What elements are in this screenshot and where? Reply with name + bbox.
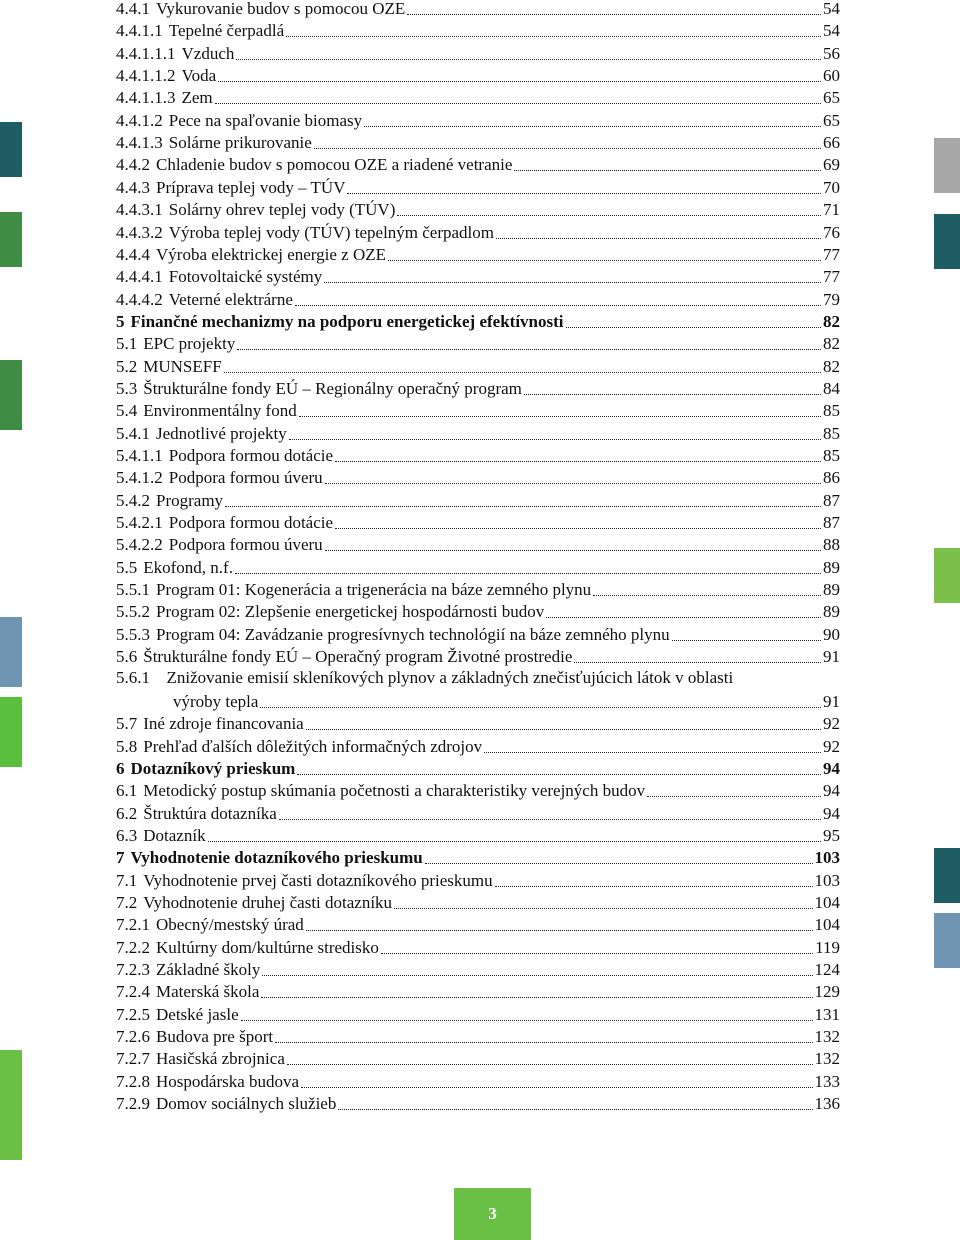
toc-entry-number: 5.4.2 [116, 490, 150, 510]
toc-leader-dots [593, 594, 821, 596]
side-bar-right-green-1 [934, 548, 960, 603]
toc-entry-page: 60 [823, 66, 840, 86]
toc-entry-number: 5.1 [116, 334, 138, 354]
toc-entry[interactable] [116, 779, 840, 801]
toc-entry-title: Podpora formou úveru [168, 468, 323, 488]
toc-entry[interactable] [116, 466, 840, 488]
toc-entry[interactable] [116, 556, 840, 578]
toc-entry-number: 4.4.2 [116, 155, 150, 175]
toc-entry-title: Hasičská zbrojnica [156, 1049, 285, 1069]
toc-leader-dots [381, 952, 813, 954]
toc-entry-page: 82 [823, 356, 840, 376]
toc-entry-page: 104 [814, 915, 840, 935]
toc-entry-number: 7.2.6 [116, 1027, 150, 1047]
toc-entry-number: 5.4 [116, 401, 138, 421]
toc-entry[interactable] [116, 422, 840, 444]
toc-entry-page: 90 [823, 624, 840, 644]
toc-entry-title: Výroba elektrickej energie z OZE [156, 244, 387, 264]
toc-entry-page: 89 [823, 557, 840, 577]
toc-entry[interactable] [116, 645, 840, 667]
toc-entry-number: 5.6.1 [116, 667, 150, 687]
toc-entry-number: 7.2 [116, 893, 138, 912]
toc-entry-title: Dotazníkový prieskum [130, 758, 296, 778]
toc-entry-page: 70 [823, 177, 840, 197]
side-bar-left-green-1 [0, 212, 22, 267]
toc-entry-title-continued: výroby tepla [173, 691, 259, 711]
toc-entry-title: Program 04: Zavádzanie progresívnych technológií na báze zemného plynu [156, 624, 670, 644]
toc-entry-number: 7.2.4 [116, 982, 150, 1002]
toc-entry[interactable] [116, 489, 840, 511]
toc-leader-dots [301, 1086, 812, 1088]
toc-entry[interactable] [116, 310, 840, 332]
toc-leader-dots [496, 237, 821, 239]
toc-entry-number: 4.4.3.2 [116, 222, 163, 242]
toc-entry-number: 4.4.1.1.1 [116, 43, 176, 63]
toc-entry-page: 91 [823, 691, 840, 711]
side-bar-right-teal-1 [934, 214, 960, 269]
toc-entry[interactable] [116, 578, 840, 600]
toc-leader-dots [225, 505, 821, 507]
toc-entry-page: 87 [823, 490, 840, 510]
toc-leader-dots [672, 639, 821, 641]
toc-entry-number: 5.5.3 [116, 624, 150, 644]
toc-entry-title: Štrukturálne fondy EÚ – Regionálny operačný program [143, 378, 522, 398]
toc-entry-number: 7.2.7 [116, 1049, 150, 1069]
toc-entry-number: 7.1 [116, 870, 138, 890]
toc-entry-page: 133 [814, 1071, 840, 1091]
toc-entry-page: 104 [814, 893, 840, 912]
toc-entry-page: 94 [823, 781, 840, 801]
toc-entry-page: 65 [823, 110, 840, 130]
toc-entry-number: 5.3 [116, 378, 138, 398]
toc-leader-dots [208, 840, 821, 842]
toc-entry-number: 5.5 [116, 557, 138, 577]
toc-entry-title: Hospodárska budova [156, 1071, 300, 1091]
page-number: 3 [488, 1204, 497, 1223]
toc-entry-number: 4.4.4.2 [116, 289, 163, 309]
toc-entry-page: 94 [823, 803, 840, 823]
toc-entry-number: 5.8 [116, 736, 138, 756]
toc-entry-title: Chladenie budov s pomocou OZE a riadené vetranie [156, 155, 513, 175]
toc-leader-dots [262, 974, 812, 976]
toc-entry-title: Program 01: Kogenerácia a trigenerácia na báze zemného plynu [156, 580, 592, 600]
toc-entry-page: 79 [823, 289, 840, 309]
toc-entry[interactable] [116, 42, 840, 64]
toc-entry-number: 4.4.1.3 [116, 133, 163, 153]
toc-entry-title: Jednotlivé projekty [156, 423, 287, 443]
toc-entry[interactable] [116, 511, 840, 533]
toc-entry-number: 7.2.9 [116, 1094, 150, 1114]
toc-leader-dots [495, 885, 813, 887]
side-bar-left-bluegray-1 [0, 617, 22, 687]
toc-entry-line [116, 668, 840, 690]
toc-entry-number: 7.2.5 [116, 1004, 150, 1024]
toc-entry-number: 4.4.3 [116, 177, 150, 197]
toc-entry-number: 7 [116, 848, 125, 868]
toc-leader-dots [335, 460, 821, 462]
toc-entry-title: Vyhodnotenie dotazníkového prieskumu [130, 848, 423, 868]
toc-entry[interactable] [116, 288, 840, 310]
toc-entry-title: Príprava teplej vody – TÚV [156, 177, 346, 197]
toc-entry[interactable] [116, 1025, 840, 1047]
toc-entry[interactable] [116, 712, 840, 734]
toc-entry-number: 4.4.1.2 [116, 110, 163, 130]
toc-leader-dots [325, 482, 821, 484]
toc-entry-page: 84 [823, 378, 840, 398]
side-bar-left-teal-1 [0, 122, 22, 177]
toc-entry[interactable] [116, 0, 840, 19]
toc-entry-title: Podpora formou úveru [168, 535, 323, 555]
toc-entry-title: Znižovanie emisií skleníkových plynov a základných znečisťujúcich látok v oblasti [166, 667, 734, 687]
toc-leader-dots [295, 304, 821, 306]
toc-entry-page: 69 [823, 155, 840, 175]
toc-leader-dots [524, 393, 821, 395]
toc-leader-dots [338, 1108, 812, 1110]
toc-entry[interactable] [116, 265, 840, 287]
toc-entry-page: 66 [823, 133, 840, 153]
toc-entry-page: 54 [823, 0, 840, 18]
toc-entry-page: 136 [814, 1094, 840, 1114]
toc-entry-title: Základné školy [156, 960, 261, 980]
toc-entry-page: 86 [823, 468, 840, 488]
toc-entry-number: 5.4.2.1 [116, 513, 163, 533]
toc-entry-number: 5.6 [116, 647, 138, 667]
toc-leader-dots [394, 907, 812, 909]
toc-entry[interactable] [116, 980, 840, 1002]
toc-entry-title: Solárne prikurovanie [168, 133, 312, 153]
toc-entry-number: 7.2.8 [116, 1071, 150, 1091]
toc-entry-title: Environmentálny fond [143, 401, 297, 421]
toc-entry[interactable] [173, 690, 840, 712]
toc-entry[interactable] [116, 444, 840, 466]
side-bar-right-gray-1 [934, 138, 960, 193]
toc-entry[interactable] [116, 355, 840, 377]
toc-entry[interactable] [116, 958, 840, 980]
toc-leader-dots [514, 169, 821, 171]
toc-entry[interactable] [116, 109, 840, 131]
toc-leader-dots [261, 996, 812, 998]
toc-leader-dots [397, 214, 821, 216]
toc-leader-dots [566, 326, 822, 328]
toc-leader-dots [289, 438, 821, 440]
toc-entry-title: Obecný/mestský úrad [156, 915, 304, 935]
toc-entry-title: Ekofond, n.f. [143, 557, 233, 577]
toc-entry[interactable] [116, 533, 840, 555]
toc-leader-dots [314, 147, 821, 149]
toc-leader-dots [324, 281, 821, 283]
toc-entry-page: 87 [823, 513, 840, 533]
toc-entry-page: 103 [814, 870, 840, 890]
toc-entry-number: 4.4.1 [116, 0, 150, 18]
toc-entry-page: 131 [814, 1004, 840, 1024]
toc-entry-page: 76 [823, 222, 840, 242]
toc-entry-page: 129 [814, 982, 840, 1002]
toc-entry-title: Finančné mechanizmy na podporu energetickej efektívnosti [130, 311, 564, 331]
toc-leader-dots [286, 35, 821, 37]
toc-leader-dots [215, 102, 821, 104]
toc-entry-page: 89 [823, 580, 840, 600]
toc-entry[interactable] [116, 332, 840, 354]
toc-entry-title: Iné zdroje financovania [143, 714, 304, 734]
toc-leader-dots [279, 818, 821, 820]
toc-entry[interactable] [116, 243, 840, 265]
side-bar-left-green-2 [0, 360, 22, 430]
toc-entry-number: 6.3 [116, 825, 138, 845]
toc-leader-dots [647, 795, 821, 797]
toc-entry-title: Detské jasle [156, 1004, 239, 1024]
toc-leader-dots [236, 58, 821, 60]
toc-entry-title: Kultúrny dom/kultúrne stredisko [156, 937, 379, 957]
toc-entry-title: Zem [181, 88, 213, 108]
toc-leader-dots [275, 1041, 812, 1043]
toc-entry-page: 56 [823, 43, 840, 63]
toc-entry-page: 82 [823, 334, 840, 354]
side-bar-left-green-3 [0, 697, 22, 767]
toc-leader-dots [347, 192, 821, 194]
toc-leader-dots [388, 259, 821, 261]
toc-entry-number: 5.4.1.1 [116, 446, 163, 465]
toc-entry-page: 88 [823, 535, 840, 555]
toc-entry-title: Podpora formou dotácie [168, 513, 334, 533]
toc-entry-page: 124 [814, 960, 840, 980]
toc-entry[interactable] [116, 86, 840, 108]
toc-entry-number: 4.4.1.1 [116, 21, 163, 41]
toc-leader-dots [364, 125, 821, 127]
toc-entry-title: Programy [156, 490, 224, 510]
toc-entry-page: 92 [823, 714, 840, 734]
toc-entry-title: Veterné elektrárne [168, 289, 293, 309]
toc-leader-dots [224, 371, 821, 373]
toc-entry-page: 54 [823, 21, 840, 41]
toc-entry-title: Solárny ohrev teplej vody (TÚV) [168, 200, 396, 220]
toc-entry[interactable] [116, 198, 840, 220]
toc-entry-title: Dotazník [143, 825, 206, 845]
toc-entry-number: 4.4.4 [116, 244, 150, 264]
toc-entry-number: 5.5.1 [116, 580, 150, 600]
toc-leader-dots [407, 13, 821, 15]
toc-entry-page: 119 [815, 937, 840, 957]
toc-entry-title: Voda [181, 66, 217, 86]
toc-leader-dots [335, 527, 821, 529]
toc-entry-page: 94 [823, 758, 840, 778]
toc-entry[interactable] [116, 377, 840, 399]
toc-entry-title: Metodický postup skúmania početnosti a charakteristiky verejných budov [143, 781, 646, 801]
side-bar-right-bluegray-1 [934, 913, 960, 968]
toc-entry-page: 132 [814, 1049, 840, 1069]
toc-entry-number: 7.2.2 [116, 937, 150, 957]
toc-leader-dots [299, 415, 821, 417]
toc-entry[interactable] [116, 802, 840, 824]
toc-entry[interactable] [116, 399, 840, 421]
toc-entry-number: 5.4.1.2 [116, 468, 163, 488]
toc-entry[interactable] [116, 869, 840, 891]
toc-entry-title: EPC projekty [143, 334, 236, 354]
toc-entry[interactable] [116, 623, 840, 645]
toc-entry-page: 89 [823, 602, 840, 622]
toc-entry-page: 132 [814, 1027, 840, 1047]
toc-entry-title: Tepelné čerpadlá [168, 21, 285, 41]
toc-leader-dots [237, 348, 821, 350]
toc-entry-number: 7.2.3 [116, 960, 150, 980]
toc-entry-number: 7.2.1 [116, 915, 150, 935]
toc-entry-title: Vzduch [181, 43, 235, 63]
toc-entry-number: 5.5.2 [116, 602, 150, 622]
toc-entry-page: 85 [823, 401, 840, 421]
toc-leader-dots [260, 706, 821, 708]
toc-entry-page: 85 [823, 446, 840, 465]
toc-entry-title: Fotovoltaické systémy [168, 267, 323, 287]
toc-entry[interactable] [116, 153, 840, 175]
toc-entry-title: Domov sociálnych služieb [156, 1094, 337, 1114]
toc-entry-title: Výroba teplej vody (TÚV) tepelným čerpadlom [168, 222, 495, 242]
toc-entry[interactable] [116, 131, 840, 153]
toc-entry-title: Materská škola [156, 982, 260, 1002]
toc-entry[interactable] [116, 936, 840, 958]
toc-entry-title: Vyhodnotenie druhej časti dotazníku [143, 893, 393, 912]
toc-leader-dots [484, 751, 821, 753]
toc-entry[interactable] [116, 1003, 840, 1025]
toc-entry[interactable] [116, 846, 840, 868]
toc-leader-dots [235, 572, 821, 574]
side-bar-right-teal-2 [934, 848, 960, 903]
toc-entry[interactable] [116, 176, 840, 198]
toc-entry-number: 5.4.2.2 [116, 535, 163, 555]
toc-leader-dots [241, 1019, 813, 1021]
toc-entry-page: 91 [823, 647, 840, 667]
toc-entry-page: 82 [823, 311, 840, 331]
toc-leader-dots [306, 929, 813, 931]
toc-entry-number: 6 [116, 758, 125, 778]
toc-entry-title: Program 02: Zlepšenie energetickej hospodárnosti budov [156, 602, 545, 622]
toc-entry-title: Prehľad ďalších dôležitých informačných zdrojov [143, 736, 483, 756]
toc-entry-title: Pece na spaľovanie biomasy [168, 110, 363, 130]
toc-entry[interactable] [116, 824, 840, 846]
toc-entry[interactable] [116, 221, 840, 243]
toc-leader-dots [425, 862, 813, 864]
toc-entry-page: 77 [823, 244, 840, 264]
toc-entry[interactable] [116, 757, 840, 779]
toc-entry-number: 4.4.1.1.2 [116, 66, 176, 86]
toc-leader-dots [306, 728, 821, 730]
toc-entry-number: 6.2 [116, 803, 138, 823]
toc-entry-page: 71 [823, 200, 840, 220]
toc-entry-page: 65 [823, 88, 840, 108]
toc-entry[interactable] [116, 735, 840, 757]
toc-entry-page: 77 [823, 267, 840, 287]
toc-entry-title: Vyhodnotenie prvej časti dotazníkového prieskumu [143, 870, 493, 890]
toc-leader-dots [287, 1063, 813, 1065]
toc-entry-number: 4.4.3.1 [116, 200, 163, 220]
toc-entry[interactable] [116, 1092, 840, 1114]
toc-entry[interactable] [116, 1047, 840, 1069]
toc-entry[interactable] [116, 19, 840, 41]
toc-leader-dots [297, 773, 821, 775]
toc-entry-number: 5.7 [116, 714, 138, 734]
toc-entry[interactable] [116, 891, 840, 913]
toc-entry[interactable] [116, 1070, 840, 1092]
toc-entry-number: 5 [116, 311, 125, 331]
toc-entry-number: 6.1 [116, 781, 138, 801]
page-number-box [454, 1188, 531, 1240]
toc-entry-page: 103 [814, 848, 840, 868]
toc-entry-title: Podpora formou dotácie [168, 446, 334, 465]
toc-entry-title: Štruktúra dotazníka [143, 803, 277, 823]
toc-entry-title: Budova pre šport [156, 1027, 274, 1047]
toc-entry-page: 95 [823, 825, 840, 845]
toc-entry-number: 4.4.1.1.3 [116, 88, 176, 108]
toc-leader-dots [574, 661, 821, 663]
toc-entry[interactable] [116, 913, 840, 935]
toc-entry-number: 5.4.1 [116, 423, 150, 443]
toc-entry-title: Vykurovanie budov s pomocou OZE [156, 0, 406, 18]
toc-leader-dots [546, 616, 821, 618]
toc-entry[interactable] [116, 64, 840, 86]
toc-entry-number: 4.4.4.1 [116, 267, 163, 287]
toc-entry-page: 85 [823, 423, 840, 443]
side-bar-left-green-4 [0, 1050, 22, 1160]
toc-leader-dots [325, 549, 821, 551]
toc-entry-number: 5.2 [116, 356, 138, 376]
toc-entry[interactable] [116, 600, 840, 622]
toc-entry-page: 92 [823, 736, 840, 756]
toc-entry-title: MUNSEFF [143, 356, 222, 376]
toc-leader-dots [218, 80, 821, 82]
toc-entry-title: Štrukturálne fondy EÚ – Operačný program Životné prostredie [143, 647, 573, 667]
